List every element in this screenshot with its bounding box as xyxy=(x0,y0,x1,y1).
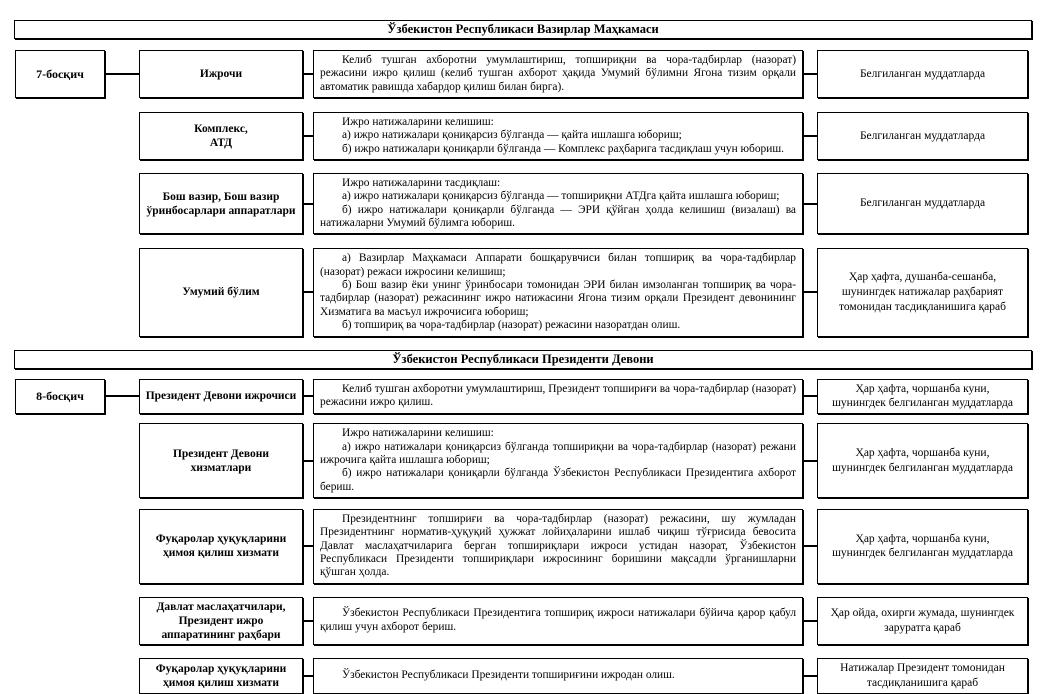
connector-line xyxy=(303,291,313,293)
connector-line xyxy=(303,675,313,677)
stage-spacer xyxy=(15,509,139,584)
paragraph: б) ижро натижалари қониқарли бўлганда — Комплекс раҳбарига тасдиқлаш учун юбориш. xyxy=(342,142,784,155)
process-row xyxy=(15,112,1028,160)
timing-box: Белгиланган муддатларда xyxy=(817,173,1028,234)
connector-line xyxy=(803,675,817,677)
process-row xyxy=(15,50,1028,98)
paragraph: Келиб тушган ахборотни умумлаштириш, Президент топшириғи ва чора-тадбирлар (назорат) режасини ижро қилиш. xyxy=(320,383,796,409)
action-content-box xyxy=(313,173,803,234)
connector-line xyxy=(303,135,313,137)
stage-spacer xyxy=(15,112,139,160)
timing-box: Белгиланган муддатларда xyxy=(817,50,1028,98)
stage-box-7: 7-босқич xyxy=(15,50,105,98)
action-content-box xyxy=(313,379,803,415)
paragraph: Ижро натижаларини келишиш: xyxy=(342,116,494,129)
connector-line xyxy=(803,203,817,205)
process-row xyxy=(15,658,1028,694)
timing-box: Натижалар Президент томонидан тасдиқланишига қараб xyxy=(817,658,1028,694)
paragraph: б) ижро натижалари қониқарли бўлганда Ўзбекистон Республикаси Президентига ахборот бериш. xyxy=(320,467,796,493)
paragraph: а) ижро натижалари қониқарсиз бўлганда — топшириқни АТДга қайта ишлашга юбориш; xyxy=(342,190,780,203)
section-header-president-office: Ўзбекистон Республикаси Президенти Девони xyxy=(14,350,1032,369)
connector-line xyxy=(803,135,817,137)
timing-box: Ҳар ҳафта, чоршанба куни, шунингдек белгиланган муддатларда xyxy=(817,423,1028,498)
actor-label-box: Ижрочи xyxy=(139,50,303,98)
section-header-cabinet: Ўзбекистон Республикаси Вазирлар Маҳкамаси xyxy=(14,20,1032,39)
connector-line xyxy=(303,73,313,75)
process-row xyxy=(15,248,1028,336)
timing-box: Ҳар ҳафта, чоршанба куни, шунингдек белгиланган муддатларда xyxy=(817,379,1028,415)
stage-spacer xyxy=(15,423,139,498)
actor-label-box: Умумий бўлим xyxy=(139,248,303,336)
paragraph: б) ижро натижалари қониқарли бўлганда — ЭРИ қўйган ҳолда келишиш (визалаш) ва натижаларни Умумий бўлимга юбориш. xyxy=(320,203,796,230)
process-row xyxy=(15,509,1028,584)
connector-line xyxy=(803,545,817,547)
paragraph: а) Вазирлар Маҳкамаси Аппарати бошқарувчиси билан топшириқ ва чора-тадбирлар (назорат) режаси ижросини келишиш; xyxy=(320,252,796,278)
actor-label-box: Бош вазир, Бош вазир ўринбосарлари аппаратлари xyxy=(139,173,303,234)
connector-line xyxy=(303,395,313,397)
connector-line xyxy=(105,395,139,397)
connector-line xyxy=(803,291,817,293)
stage-spacer xyxy=(15,173,139,234)
paragraph: б) топшириқ ва чора-тадбирлар (назорат) режасини назоратдан олиш. xyxy=(342,319,681,332)
paragraph: Келиб тушган ахборотни умумлаштириш, топшириқни ва чора-тадбирлар (назорат) режасини ижро қилиш (келиб тушган ахборот ҳақида Умумий бўлимни Ягона тизим орқали автоматик равишда хабардор қилиш билан бирга). xyxy=(320,54,796,93)
actor-label-box: Давлат маслаҳатчилари, Президент ижро аппаратининг раҳбари xyxy=(139,597,303,645)
paragraph: Ўзбекистон Республикаси Президенти топшириғини ижродан олиш. xyxy=(342,669,675,682)
action-content-box xyxy=(313,423,803,498)
actor-label-box: Фуқаролар ҳуқуқларини ҳимоя қилиш хизмати xyxy=(139,658,303,694)
connector-line xyxy=(303,620,313,622)
actor-label-box: Президент Девони хизматлари xyxy=(139,423,303,498)
timing-box: Ҳар ойда, охирги жумада, шунингдек заруратга қараб xyxy=(817,597,1028,645)
stage-spacer xyxy=(15,248,139,336)
stage-spacer xyxy=(15,597,139,645)
paragraph: Ижро натижаларини тасдиқлаш: xyxy=(342,177,501,190)
paragraph: б) Бош вазир ёки унинг ўринбосари томонидан ЭРИ билан имзоланган топшириқ ва чора-тадбирлар (назорат) режасининг ижро натижасини Ягона тизим орқали Президент девонининг Хизматига ва масъул ижрочисига юбориш; xyxy=(320,279,796,318)
action-content-box xyxy=(313,509,803,584)
connector-line xyxy=(803,620,817,622)
connector-line xyxy=(803,73,817,75)
connector-line xyxy=(105,73,139,75)
connector-line xyxy=(303,203,313,205)
paragraph: Ижро натижаларини келишиш: xyxy=(342,427,494,440)
process-row xyxy=(15,173,1028,234)
connector-line xyxy=(803,460,817,462)
process-row xyxy=(15,597,1028,645)
paragraph: Ўзбекистон Республикаси Президентига топшириқ ижроси натижалари бўйича қарор қабул қилиш учун ахборот бериш. xyxy=(320,607,796,633)
connector-line xyxy=(303,545,313,547)
connector-line xyxy=(303,460,313,462)
actor-label-box: Комплекс, АТД xyxy=(139,112,303,160)
action-content-box xyxy=(313,248,803,336)
stage-box-8: 8-босқич xyxy=(15,379,105,415)
action-content-box xyxy=(313,50,803,98)
timing-box: Белгиланган муддатларда xyxy=(817,112,1028,160)
paragraph: а) ижро натижалари қониқарсиз бўлганда — қайта ишлашга юбориш; xyxy=(342,129,682,142)
paragraph: Президентнинг топшириғи ва чора-тадбирлар (назорат) режасини, шу жумладан Президентнинг норматив-ҳуқуқий ҳужжат лойиҳаларини ишлаб чиқиш тўғрисида бевосита Давлат маслаҳатчиларига берган топшириқлари ижроси устидан назорат, Ўзбекистон Республикаси Президенти топшириқлари ижросининг боришини мақсадли ўрганишларни қўшган ҳолда. xyxy=(320,513,796,579)
action-content-box xyxy=(313,112,803,160)
timing-box: Ҳар ҳафта, чоршанба куни, шунингдек белгиланган муддатларда xyxy=(817,509,1028,584)
connector-line xyxy=(803,395,817,397)
actor-label-box: Фуқаролар ҳуқуқларини ҳимоя қилиш хизмати xyxy=(139,509,303,584)
stage-spacer xyxy=(15,658,139,694)
action-content-box xyxy=(313,658,803,694)
timing-box: Ҳар ҳафта, душанба-сешанба, шунингдек натижалар раҳбарият томонидан тасдиқланишига қараб xyxy=(817,248,1028,336)
paragraph: а) ижро натижалари қониқарсиз бўлганда топшириқни ва чора-тадбирлар (назорат) режани ижрочига қайта ишлашга юбориш; xyxy=(320,440,796,467)
process-row xyxy=(15,423,1028,498)
action-content-box xyxy=(313,597,803,645)
process-row xyxy=(15,379,1028,415)
actor-label-box: Президент Девони ижрочиси xyxy=(139,379,303,415)
